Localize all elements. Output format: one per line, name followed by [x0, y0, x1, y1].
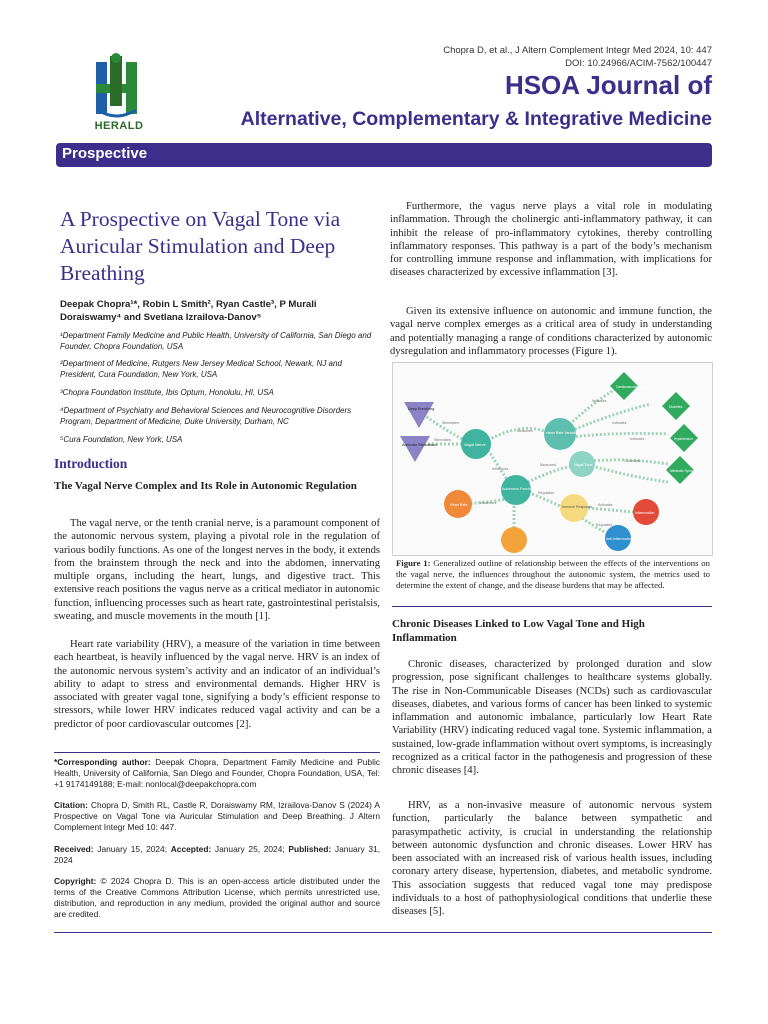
paragraph: HRV, as a non-invasive measure of autonomic nervous system function, particularly the balance between sympathetic and parasympathetic activity, is crucial in understanding the relationship between autonomic dysfunction and chronic diseases. Lower HRV has been associated with an increased risk of various health issues, including coronary artery disease, hypertension, diabetes, and metabolic syndrome. This association suggests that reduced vagal tone may predispose individuals to a host of pathophysiological conditions that underlie these diseases [5].	[392, 800, 712, 918]
edge-label: Indicates	[612, 421, 627, 425]
edge-label: Regulates	[538, 491, 555, 495]
section-heading-introduction: Introduction	[54, 456, 128, 471]
header-citation	[443, 44, 712, 70]
edge-label: Stimulates	[434, 438, 451, 442]
node-label: Inflammation	[635, 511, 655, 515]
node-outcome	[501, 527, 527, 553]
node-label: Vagal Nerve	[464, 442, 486, 447]
edge-label: Influences	[492, 467, 509, 471]
affiliation-3: ³Chopra Foundation Institute, Ibis Optum, Honolulu, HI, USA	[60, 388, 274, 397]
edge-label: Stimulates	[442, 421, 459, 425]
edge-label: Influences	[480, 501, 497, 505]
node-label: Immune Response	[562, 505, 593, 509]
node-label: Deep Breathing	[408, 407, 435, 411]
copyright-note: Copyright: © 2024 Chopra D. This is an open-access article distributed under the terms of the Creative Commons Attribution License, which permits unrestricted use, distribution, and reproduction in any medium, provided the original author and source are credited.	[54, 876, 380, 919]
affiliation-4: ⁴Department of Psychiatry and Behavioral Sciences and Neurocognitive Disorders Program, Department of Medicine, Duke University, Durham, NC	[60, 406, 352, 426]
node-label: Hypertension	[674, 437, 693, 441]
intervention-node-deep-breathing	[404, 402, 434, 428]
divider	[54, 752, 380, 753]
figure-diagram	[392, 362, 713, 556]
author-list: Deepak Chopra¹*, Robin L Smith², Ryan Castle³, P Murali Doraiswamy⁴ and Svetlana Izrailova-Danov⁵	[60, 299, 317, 323]
corresponding-author-note: *Corresponding author: Deepak Chopra, Department Family Medicine and Public Health, University of California, San Diego and Founder, Chopra Foundation, USA, Tel: +1 9174149188; E-mail: nonlocal@deepakchopra.com	[54, 757, 380, 789]
figure-caption: Figure 1: Generalized outline of relationship between the effects of the interventions on the vagal nerve, the influences throughout the autonomic system, the metrics used to determine the extent of change, and the disease burdens that may be affected.	[396, 558, 710, 590]
logo-text: HERALD	[94, 120, 144, 132]
journal-title: HSOA Journal of	[504, 70, 712, 100]
node-label: Diabetes	[669, 405, 683, 409]
divider	[392, 606, 712, 607]
node-label: Anti-Inflammation	[606, 537, 633, 541]
dates-note: Received: January 15, 2024; Accepted: January 25, 2024; Published: January 31, 2024	[54, 844, 381, 865]
node-label: Autonomic Function	[502, 487, 534, 491]
edge-label: Indicates	[630, 437, 645, 441]
edge-label: Measures	[517, 429, 533, 433]
node-label: Heart Rate	[450, 503, 468, 507]
article-title: A Prospective on Vagal Tone via Auricular Stimulation and Deep Breathing	[60, 207, 341, 285]
article-type-bar	[56, 143, 712, 167]
footer-divider	[54, 932, 712, 933]
journal-subtitle: Alternative, Complementary & Integrative Medicine	[240, 108, 712, 130]
edge-label: Indicates	[592, 399, 607, 403]
citation-note: Citation: Chopra D, Smith RL, Castle R, Doraiswamy RM, Izrailova-Danov S (2024) A Prospective on Vagal Tone via Auricular Stimulation and Deep Breathing. J Altern Complement Integr Med 10: 447.	[54, 800, 380, 832]
edge-label: Correlates	[624, 459, 641, 463]
edge-label: Regulates	[596, 523, 613, 527]
node-label: Metabolic Syndrome	[670, 469, 700, 473]
affiliation-2: ²Department of Medicine, Rutgers New Jersey Medical School, Newark, NJ and President, Cura Foundation, New York, USA	[60, 359, 342, 379]
edge-label: Activates	[598, 503, 613, 507]
doi-line: DOI: 10.24966/ACIM-7562/100447	[565, 58, 712, 69]
subsection-heading: Chronic Diseases Linked to Low Vagal Tone and High Inflammation	[392, 618, 645, 644]
node-label: Heart Rate Variability	[546, 431, 580, 435]
paragraph: Given its extensive influence on autonomic and immune function, the vagal nerve complex emerges as a critical area of study in understanding and potentially managing a range of conditions characterized by autonomic dysregulation and inflammatory processes (Figure 1).	[390, 306, 712, 357]
paragraph: Heart rate variability (HRV), a measure of the variation in time between each heartbeat, is heavily influenced by the vagal nerve. HRV is an index of the autonomic nervous system’s activity and an indicator of an individual’s ability to adapt to stress and environmental demands. Higher HRV is associated with greater vagal tone, signifying a body’s efficient response to stressors, while lower HRV indicates reduced vagal activity and can be a predictor of poor cardiovascular outcomes [2].	[54, 639, 380, 730]
paragraph: Furthermore, the vagus nerve plays a vital role in modulating inflammation. Through the cholinergic anti-inflammatory pathway, it can inhibit the release of pro-inflammatory cytokines, thereby controlling inflammatory responses. This pathway is a part of the body’s mechanism for controlling immune response and inflammation, with implications for diseases characterized by excessive inflammation [3].	[390, 201, 712, 279]
paragraph: Chronic diseases, characterized by prolonged duration and slow progression, pose significant challenges to healthcare systems globally. The rise in Non-Communicable Diseases (NCDs) such as cardiovascular diseases, diabetes, and various forms of cancer has been linked to systemic inflammation and autonomic imbalance, particularly low Heart Rate Variability (HRV) indicating reduced vagal tone. Systemic inflammation, a sustained, low-grade inflammation without overt symptoms, is increasingly recognized as a critical factor in the pathogenesis and progression of these chronic diseases [4].	[392, 659, 712, 777]
affiliation-1: ¹Department Family Medicine and Public Health, University of California, San Diego and Founder, Chopra Foundation, USA	[60, 331, 372, 351]
subsection-heading: The Vagal Nerve Complex and Its Role in Autonomic Regulation	[54, 480, 357, 492]
node-label: Auricular Stimulation	[402, 443, 437, 447]
article-type-label: Prospective	[62, 145, 148, 162]
intervention-node-auricular	[400, 436, 430, 462]
affiliation-5: ⁵Cura Foundation, New York, USA	[60, 435, 183, 444]
paragraph: The vagal nerve, or the tenth cranial nerve, is a paramount component of the autonomic nervous system, playing a pivotal role in the regulation of various bodily functions. As one of the longest nerves in the body, it extends from the brainstem through the neck and into the abdomen, innervating multiple organs, including the heart, lungs, and digestive tract. This extensive reach positions the vagus nerve as a critical mediator in autonomic function, influencing processes such as heart rate, gastrointestinal peristalsis, sweating, and muscle movements in the mouth [1].	[54, 518, 380, 623]
edge-label: Measured	[540, 463, 556, 467]
node-label: Cardiovascular Disease	[616, 385, 650, 389]
citation-line: Chopra D, et al., J Altern Complement Integr Med 2024, 10: 447	[443, 45, 712, 56]
node-label: Vagal Tone	[574, 463, 593, 467]
